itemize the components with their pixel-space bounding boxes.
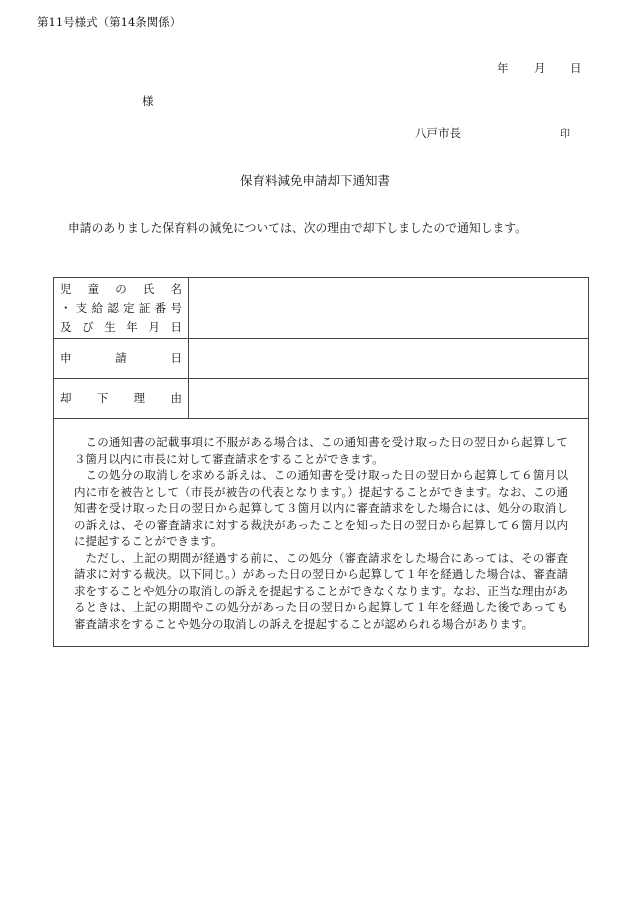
rejection-reason-label	[54, 379, 189, 419]
addressee-honorific: 様	[142, 94, 154, 108]
rejection-reason-value[interactable]	[189, 379, 589, 419]
child-name-label: 児 童 の 氏 名	[60, 281, 182, 296]
intro-text: 申請のありました保育料の減免については、次の理由で却下しましたので通知します。	[68, 221, 527, 235]
application-date-value[interactable]	[189, 339, 589, 379]
issuer-name: 八戸市長	[415, 126, 461, 140]
form-number: 第11号様式（第14条関係）	[37, 15, 182, 29]
note-paragraph-time-limit: ただし、上記の期間が経過する前に、この処分（審査請求をした場合にあっては、その審査請求に対する裁決。以下同じ。）があった日の翌日から起算して１年を経過した場合は、審査請求をすることや処分の取消しの訴えを提起することができなくなります。なお、正当な理由があるときは、上記の期間やこの処分があった日の翌日から起算して１年を経過した後であっても審査請求をすることや処分の取消しの訴えを提起することが認められる場合があります。	[74, 550, 568, 631]
date-month-label: 月	[534, 61, 546, 75]
table-row-rejection-reason	[54, 379, 589, 419]
certificate-number-label: ・ 支 給 認 定 証 番 号	[60, 300, 182, 315]
child-info-label	[54, 278, 189, 339]
birth-date-label: 及 び 生 年 月 日	[60, 319, 182, 334]
notice-table	[53, 277, 589, 647]
note-paragraph-review-request: この通知書の記載事項に不服がある場合は、この通知書を受け取った日の翌日から起算して３箇月以内に市長に対して審査請求をすることができます。	[74, 435, 568, 466]
application-date-label-text: 申 請 日	[60, 351, 182, 365]
rejection-reason-label-text: 却 下 理 由	[60, 391, 182, 405]
child-info-value[interactable]	[189, 278, 589, 339]
table-row-application-date	[54, 339, 589, 379]
date-day-label: 日	[570, 61, 582, 75]
notes-box	[54, 419, 589, 647]
table-row-notes	[54, 419, 589, 647]
document-title: 保育料減免申請却下通知書	[239, 173, 390, 188]
note-paragraph-lawsuit: この処分の取消しを求める訴えは、この通知書を受け取った日の翌日から起算して６箇月以内に市を被告として（市長が被告の代表となります。）提起することができます。なお、この通知書を受け取った日の翌日から起算して３箇月以内に審査請求をした場合には、処分の取消しの訴えは、その審査請求に対する裁決があったことを知った日の翌日から起算して６箇月以内に提起することができます。	[74, 468, 568, 548]
application-date-label	[54, 339, 189, 379]
date-year-label: 年	[497, 61, 509, 75]
seal-mark: 印	[560, 129, 570, 140]
table-row-child-info	[54, 278, 589, 339]
